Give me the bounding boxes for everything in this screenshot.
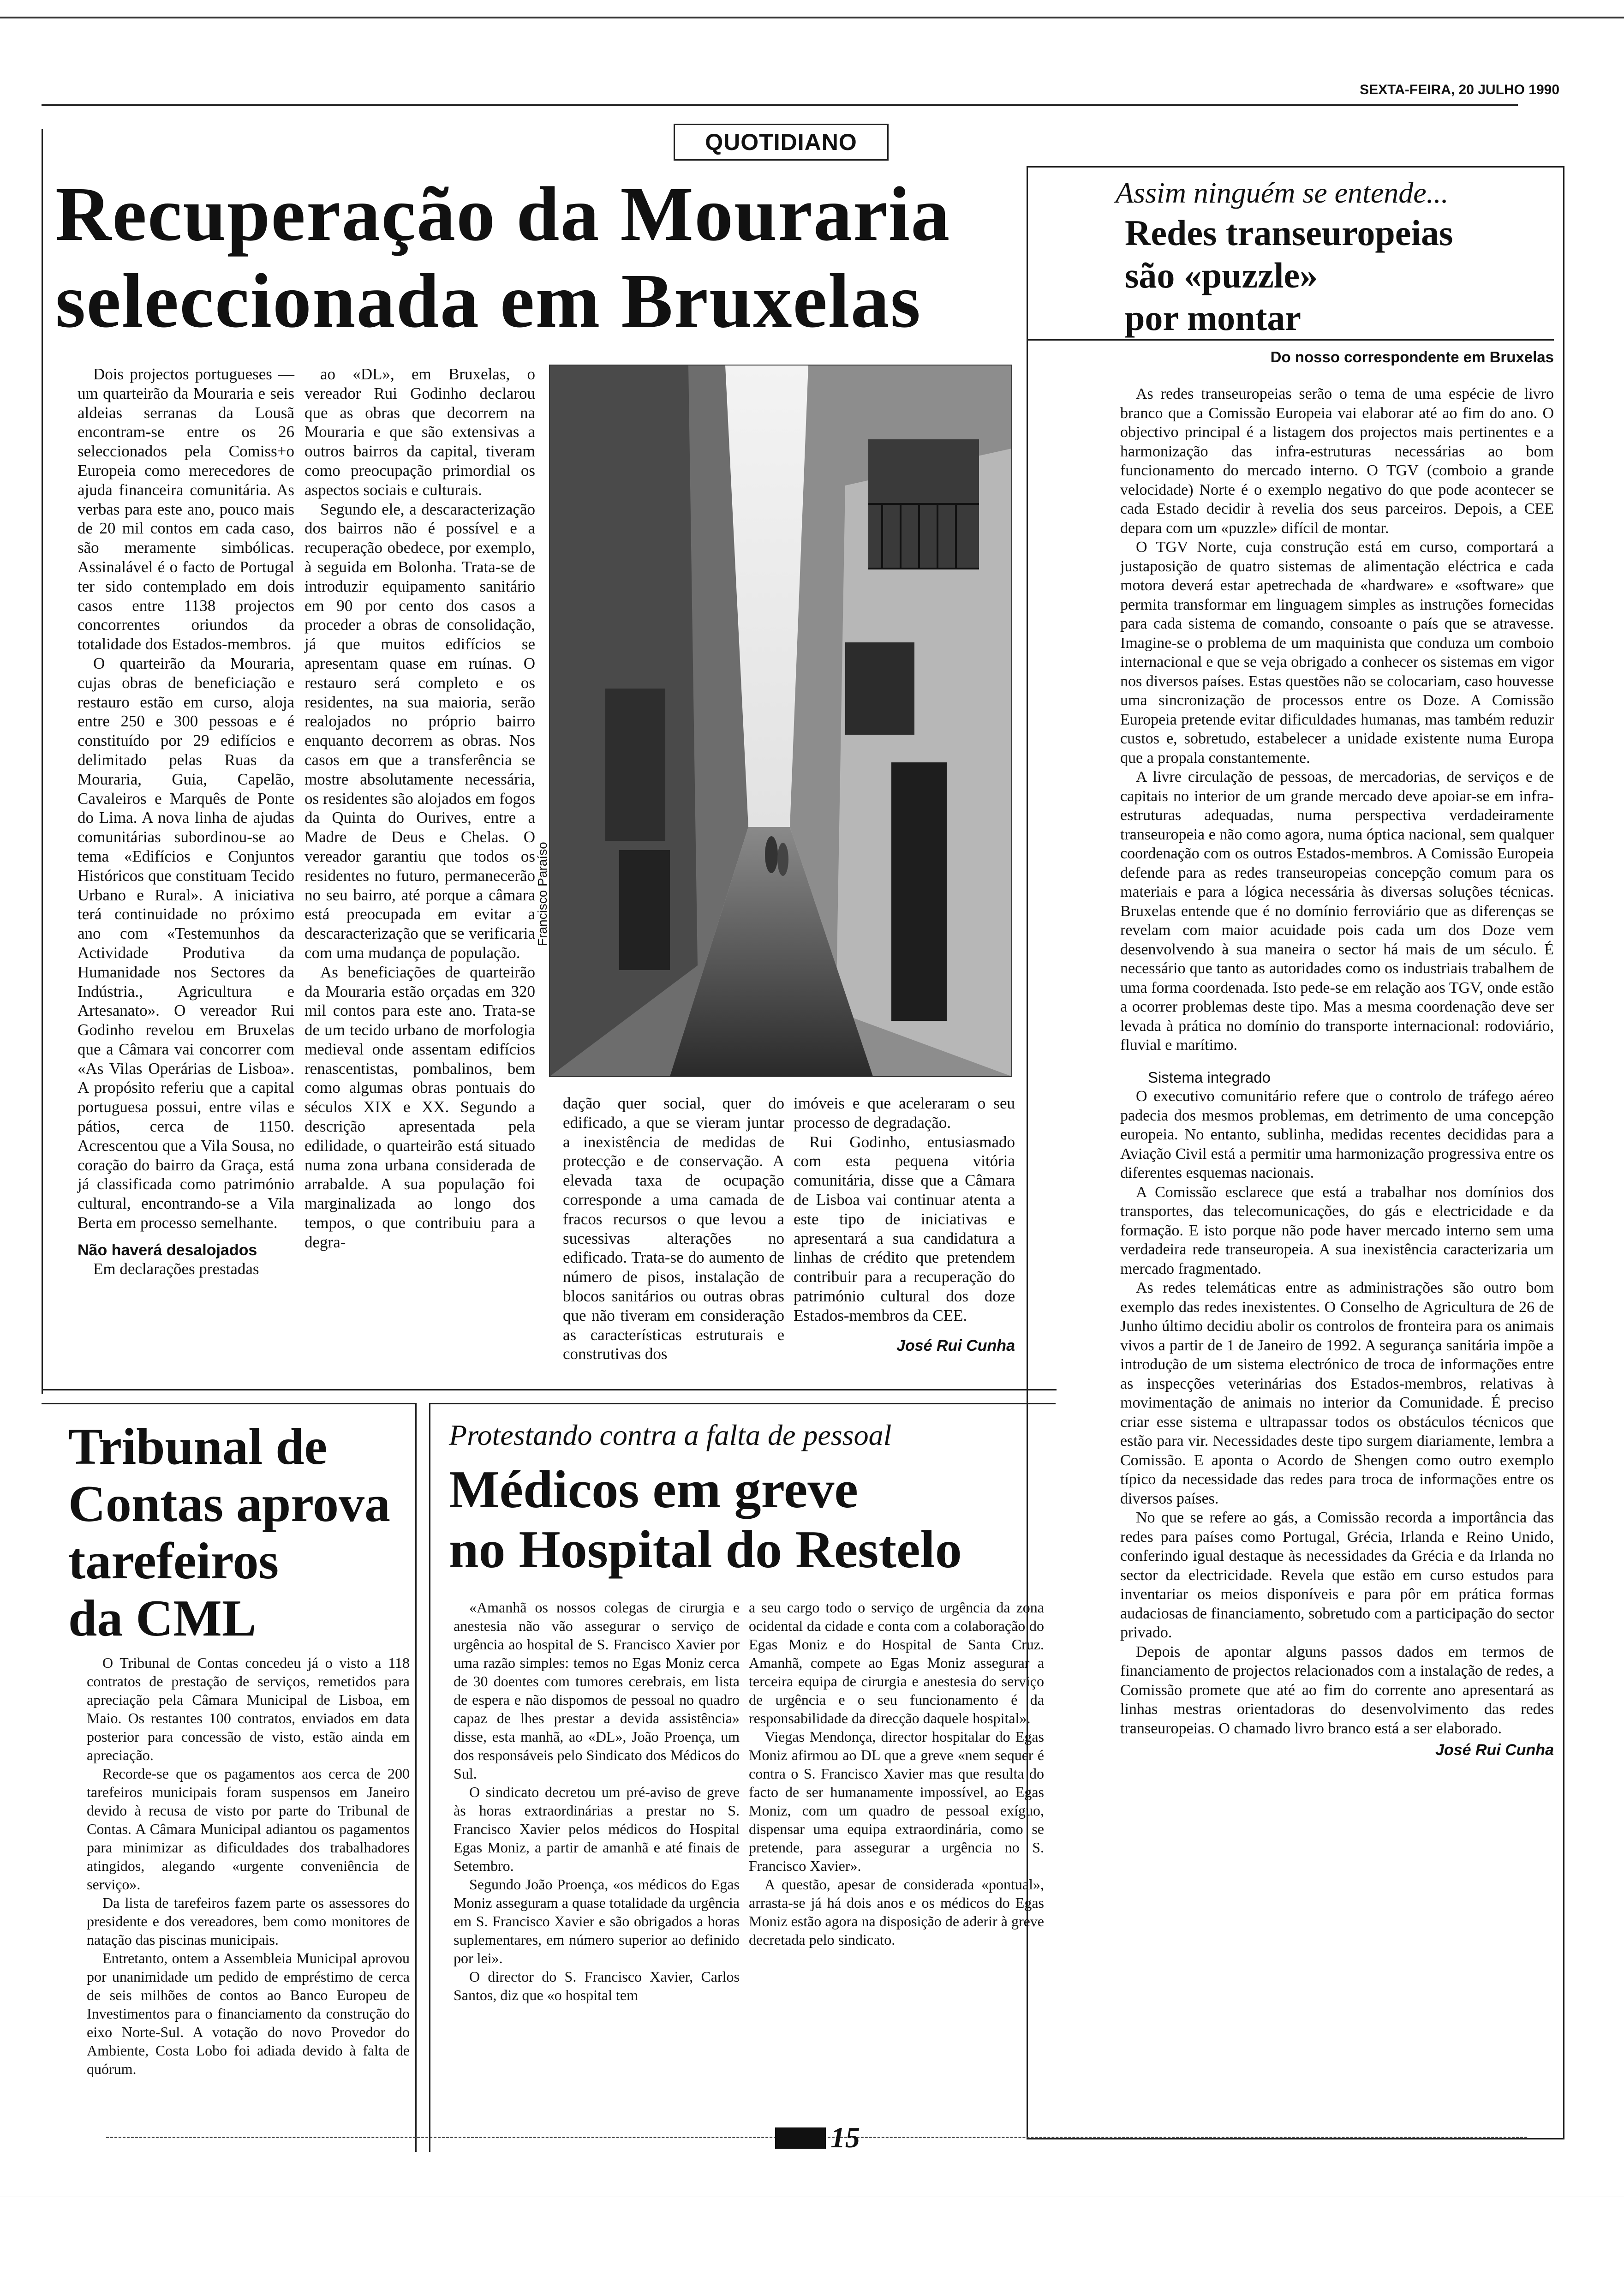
- sidebar-headline-line3: por montar: [1125, 298, 1302, 338]
- medicos-headline-line2: no Hospital do Restelo: [449, 1520, 962, 1579]
- newspaper-logo-icon: [775, 2127, 826, 2149]
- sidebar-headline-line2: são «puzzle»: [1125, 255, 1318, 295]
- medicos-paragraph: O director do S. Francisco Xavier, Carlos Santos, diz que «o hospital tem: [454, 1968, 740, 2003]
- lead-paragraph: dação quer social, quer do edificado, a que se vieram juntar a inexistência de medidas de protecção e de conservação. A elevada taxa de ocupação corresponde a uma camada de fracos recursos o que levou a sucessivas alterações no edificado. Trata-se do aumento de número de pisos, instalação de blocos sanitários ou outras obras que não tiveram em consideração as características estruturais e construtivas dos: [563, 1094, 784, 1363]
- sidebar-paragraph: As redes transeuropeias serão o tema de uma espécie de livro branco que a Comissão Europeia vai elaborar até ao fim do ano. O objectivo principal é a listagem dos projectos mais pertinentes e a harmonização das infra-estruturas necessárias ao bom funcionamento do mercado interno. O TGV (comboio a grande velocidade) Norte é o exemplo negativo do que pode acontecer se cada Estado decidir à revelia dos seus parceiros. Depois, a CEE depara com um «puzzle» difícil de montar.: [1120, 385, 1554, 537]
- medicos-paragraph: Segundo João Proença, «os médicos do Egas Moniz asseguram a quase totalidade da urgência em S. Francisco Xavier e são obrigados a horas suplementares, em número superior ao definido por lei».: [454, 1876, 740, 1966]
- lead-column-4: [794, 1094, 1015, 1355]
- sidebar-paragraph: A livre circulação de pessoas, de mercadorias, de serviços e de capitais no interior de um grande mercado deve apoiar-se em infra-estruturas adequadas, numa perspectiva verdadeiramente transeuropeia e não como agora, numa óptica nacional, sem qualquer coordenação com os outros Estados-membros. A Comissão Europeia defende para as redes transeuropeias concepção comum para os materiais e para a lógica necessária às diversas soluções técnicas. Bruxelas entende que é no domínio ferroviário que as diferenças se revelam com maior acuidade pois cada um dos Doze vem desenvolvendo à sua maneira o sector há mais de um século. É necessário que tanto as autoridades como os industriais trabalhem de uma forma coordenada. Isto pede-se em relação aos TGV, onde estão a ocorrer problemas deste tipo. Mas a mesma coordenação deve ser levada à prática no domínio do transporte internacional: rodoviário, fluvial e marítimo.: [1120, 768, 1554, 1054]
- lead-paragraph: imóveis e que aceleraram o seu processo de degradação.: [794, 1094, 1015, 1132]
- lead-paragraph: Dois projectos portugueses — um quarteirão da Mouraria e seis aldeias serranas da Lousã encontram-se entre os 26 seleccionados pela Comiss+o Europeia como merecedores de ajuda financeira comunitária. As verbas para este ano, pouco mais de 20 mil contos em cada caso, são meramente simbólicas. Assinalável é o facto de Portugal ter sido contemplado em dois casos entre 1138 projectos concorrentes oriundos da totalidade dos Estados-membros.: [78, 365, 294, 653]
- tribunal-paragraph: Entretanto, ontem a Assembleia Municipal aprovou por unanimidade um pedido de empréstimo de cerca de seis milhões de contos ao Banco Europeu de Investimentos para o financiamento da construção do eixo Norte-Sul. A votação do novo Provedor do Ambiente, Costa Lobo foi adiada devido à falta de quórum.: [87, 1950, 410, 2077]
- sidebar-subhead: Sistema integrado: [1148, 1068, 1271, 1086]
- lead-column-3: [563, 1094, 784, 1364]
- sidebar-paragraph: O TGV Norte, cuja construção está em curso, comportará a justaposição de quatro sistemas de alimentação eléctrica e cada motora deverá estar apetrechada de «hardware» e «software» que permita transformar em linguagem simples as instruções fornecidas para cada sistema de comando, consoante o país que se atravesse. Imagine-se o problema de um maquinista que conduza um comboio internacional e que se veja obrigado a conhecer os sistemas em vigor nos diversos países. Estas questões não se colocariam, caso houvesse uma sincronização de processos entre os Doze. A Comissão Europeia pretende evitar dificuldades humanas, mas também reduzir custos e, sobretudo, estabelecer a unidade existente numa Europa que a propala constantemente.: [1120, 539, 1554, 767]
- tribunal-body: [87, 1654, 410, 2078]
- medicos-headline-line1: Médicos em greve: [449, 1460, 858, 1519]
- tribunal-paragraph: Recorde-se que os pagamentos aos cerca de 200 tarefeiros municipais foram suspensos em Janeiro devido à recusa de visto por parte do Tribunal de Contas. A Câmara Municipal adiantou os pagamentos para minimizar as dificuldades dos trabalhadores atingidos, alegando «urgente conveniência de serviço».: [87, 1765, 410, 1893]
- sidebar-byline: José Rui Cunha: [1435, 1741, 1554, 1759]
- tribunal-paragraph: O Tribunal de Contas concedeu já o visto a 118 contratos de prestação de serviços, remetidos para apreciação pela Câmara Municipal de Lisboa, em Maio. Os restantes 100 contratos, enviados em data posterior para concessão de visto, estão ainda em apreciação.: [87, 1654, 410, 1763]
- sidebar-kicker: Assim ninguém se entende...: [1116, 176, 1449, 209]
- medicos-headline: [449, 1460, 1049, 1580]
- sidebar-paragraph: As redes telemáticas entre as administrações são outro bom exemplo das redes inexistentes. O Conselho de Agricultura de 26 de Junho último decidiu abolir os controlos de fronteira para os animais vivos a partir de 1 de Janeiro de 1992. A segurança sanitária impõe a introdução de um sistema electrónico de troca de informações entre as inspecções veterinárias dos Estados-membros, relativas à movimentação de animais no interior da Comunidade. É preciso criar esse sistema e ultrapassar todos os obstáculos técnicos que estão para vir. Necessidades deste tipo surgem diariamente, lembra a Comissão. E aponta o Acordo de Shengen como outro exemplo típico da necessidade das redes para troca de informações entre os diversos países.: [1120, 1279, 1554, 1507]
- sidebar-headline-line1: Redes transeuropeias: [1125, 213, 1453, 253]
- sidebar-rule: [1028, 339, 1554, 341]
- tribunal-headline-line4: da CML: [68, 1590, 257, 1647]
- lead-bottom-rule: [42, 1389, 1057, 1390]
- lead-headline-line2: seleccionada em Bruxelas: [55, 258, 922, 344]
- sidebar-paragraph: Depois de apontar alguns passos dados em termos de financiamento de projectos relacionados com a instalação de redes, a Comissão promete que até ao fim do corrente ano apresentará as linhas mestras orientadoras do desenvolvimento das redes transeuropeias. O chamado livro branco está a ser elaborado.: [1120, 1643, 1554, 1737]
- tribunal-paragraph: Da lista de tarefeiros fazem parte os assessores do presidente e dos vereadores, bem como monitores de natação das piscinas municipais.: [87, 1894, 410, 1948]
- sidebar-paragraph: O executivo comunitário refere que o controlo de tráfego aéreo padecia dos mesmos problemas, em detrimento de uma concepção europeia. No entanto, sublinha, medidas recentes decididas para a Aviação Civil está a permitir uma harmonização progressiva entre os diferentes esquemas nacionais.: [1120, 1088, 1554, 1181]
- lead-subhead: Não haverá desalojados: [78, 1241, 257, 1259]
- sidebar-paragraph: A Comissão esclarece que está a trabalhar nos domínios dos transportes, das telecomunicações, do gás e electricidade e da formação. E isto porque não pode haver mercado interno sem uma verdadeira rede transeuropeia. A sua inexistência caracterizaria um mercado fragmentado.: [1120, 1183, 1554, 1277]
- sidebar-body: [1120, 384, 1554, 1760]
- lead-column-2: [304, 365, 535, 1252]
- tribunal-headline: [68, 1418, 410, 1647]
- lead-paragraph: Segundo ele, a descaracterização dos bairros não é possível e a recuperação obedece, por exemplo, à seguida em Bolonha. Trata-se de introduzir equipamento sanitário em 90 por cento dos casos a proceder a obras de consolidação, já que muitos edifícios se apresentam quase em ruínas. O restauro será completo e os residentes, na sua maioria, serão realojados no próprio bairro enquanto decorrem as obras. Nos casos em que a transferência se mostre absolutamente necessária, os residentes são alojados em fogos da Quinta do Ourives, entre a Madre de Deus e Chelas. O vereador garantiu que todos os residentes no futuro, permanecerão no seu bairro, até porque a câmara está preocupada em evitar a descaracterização que se verificaria com uma mudança de população.: [304, 500, 535, 962]
- medicos-story-box: [429, 1403, 1056, 2152]
- tribunal-story-box: [42, 1403, 417, 2152]
- sidebar-correspondent: Do nosso correspondente em Bruxelas: [1270, 348, 1554, 366]
- medicos-kicker: Protestando contra a falta de pessoal: [449, 1419, 892, 1451]
- lead-byline: José Rui Cunha: [896, 1336, 1015, 1354]
- page-dateline: SEXTA-FEIRA, 20 JULHO 1990: [1360, 82, 1559, 97]
- medicos-column-2: [749, 1598, 1044, 1949]
- medicos-paragraph: A questão, apesar de considerada «pontual», arrasta-se já há dois anos e os médicos do Egas Moniz estão agora na disposição de aderir à greve decretada pelo sindicato.: [749, 1876, 1044, 1948]
- scan-border-top: [0, 17, 1624, 18]
- photo-credit: Francisco Paraíso: [535, 842, 549, 946]
- lead-paragraph: O quarteirão da Mouraria, cujas obras de beneficiação e restauro estão em curso, aloja entre 250 e 300 pessoas e é constituído por 29 edifícios e delimitado pelas Ruas da Mouraria, Guia, Capelão, Cavaleiros e Marquês de Ponte do Lima. A nova linha de ajudas comunitárias subordinou-se ao tema «Edifícios e Conjuntos Históricos que constituam Tecido Urbano e Rural». A iniciativa terá continuidade no próximo ano com «Testemunhos da Actividade Produtiva da Humanidade nos Sectores da Indústria., Agricultura e Artesanato». O vereador Rui Godinho revelou em Bruxelas que a Câmara vai concorrer com «As Vilas Operárias de Lisboa». A propósito referiu que a capital portuguesa possui, entre vilas e pátios, cerca de 1150. Acrescentou que a Vila Sousa, no coração do bairro da Graça, está já classificada como património cultural, encontrando-se a Vila Berta em processo semelhante.: [78, 654, 294, 1232]
- sidebar-paragraph: No que se refere ao gás, a Comissão recorda a importância das redes para países como Portugal, Grécia, Irlanda e Reino Unido, conferindo igual destaque às necessidades da Grécia e da Irlanda no sector da electricidade. Revela que estão em curso estudos para inventariar os meios disponíveis e para pôr em prática formas audaciosas de financiamento, sobretudo com a participação do sector privado.: [1120, 1509, 1554, 1641]
- lead-paragraph: As beneficiações de quarteirão da Mouraria estão orçadas em 320 mil contos para este ano. Trata-se de um tecido urbano de morfologia medieval onde assentam edifícios renascentistas, pombalinos, bem como algumas obras pontuais do séculos XIX e XX. Segundo a descrição apresentada pela edilidade, o quarteirão está situado numa zona urbana considerada de arrabalde. A sua população foi marginalizada ao longo dos tempos, o que contribuiu para a degra-: [304, 963, 535, 1251]
- lead-headline-line1: Recuperação da Mouraria: [55, 171, 951, 257]
- tribunal-headline-line1: Tribunal de: [68, 1418, 328, 1475]
- sidebar-story-box: [1027, 166, 1564, 2139]
- section-label: QUOTIDIANO: [674, 124, 889, 161]
- mouraria-street-photo: [549, 365, 1012, 1077]
- medicos-paragraph: «Amanhã os nossos colegas de cirurgia e anestesia não vão assegurar o serviço de urgência ao hospital de S. Francisco Xavier por uma razão simples: temos no Egas Moniz cerca de 30 doentes com tumores cerebrais, em lista de espera e não dispomos de pessoal no quadro capaz de lhes prestar a devida assistência» disse, esta manhã, ao «DL», João Proença, um dos responsáveis pelo Sindicato dos Médicos do Sul.: [454, 1599, 740, 1782]
- lead-headline: [55, 171, 1038, 344]
- medicos-paragraph: O sindicato decretou um pré-aviso de greve às horas extraordinárias a prestar no S. Francisco Xavier pelos médicos do Hospital Egas Moniz, a partir de amanhã e até finais de Setembro.: [454, 1784, 740, 1874]
- top-rule: [42, 104, 1518, 106]
- tribunal-headline-line2: Contas aprova: [68, 1475, 391, 1533]
- medicos-paragraph: Viegas Mendonça, director hospitalar do Egas Moniz afirmou ao DL que a greve «nem sequer é contra o S. Francisco Xavier mas que resulta do facto de ser humanamente impossível, ao Egas Moniz, com um quadro de pessoal exíguo, dispensar uma equipa extraordinária, como se pretende, para assegurar a urgência no S. Francisco Xavier».: [749, 1728, 1044, 1874]
- lead-paragraph: ao «DL», em Bruxelas, o vereador Rui Godinho declarou que as obras que decorrem na Mouraria e que são extensivas a outros bairros da capital, tiveram como preocupação primordial os aspectos sociais e culturais.: [304, 365, 535, 499]
- medicos-paragraph: a seu cargo todo o serviço de urgência da zona ocidental da cidade e conta com a colaboração do Egas Moniz e do Hospital de Santa Cruz. Amanhã, compete ao Egas Moniz assegurar a terceira equipa de cirurgia e anestesia do serviço de urgência e o seu funcionamento é da responsabilidade da direcção daquele hospital».: [749, 1599, 1044, 1726]
- tribunal-headline-line3: tarefeiros: [68, 1533, 279, 1590]
- lead-paragraph: Em declarações prestadas: [93, 1259, 259, 1278]
- sidebar-headline: [1125, 212, 1558, 339]
- photo-image: [550, 366, 1011, 1076]
- lead-paragraph: Rui Godinho, entusiasmado com esta pequena vitória comunitária, disse que a Câmara de Lisboa vai continuar atenta a este tipo de iniciativas e apresentará a sua candidatura a linhas de crédito que pretendem contribuir para a recuperação do património cultural dos doze Estados-membros da CEE.: [794, 1133, 1015, 1324]
- page-number: 15: [830, 2121, 860, 2154]
- lead-column-1: [78, 365, 294, 1279]
- medicos-column-1: [454, 1598, 740, 2004]
